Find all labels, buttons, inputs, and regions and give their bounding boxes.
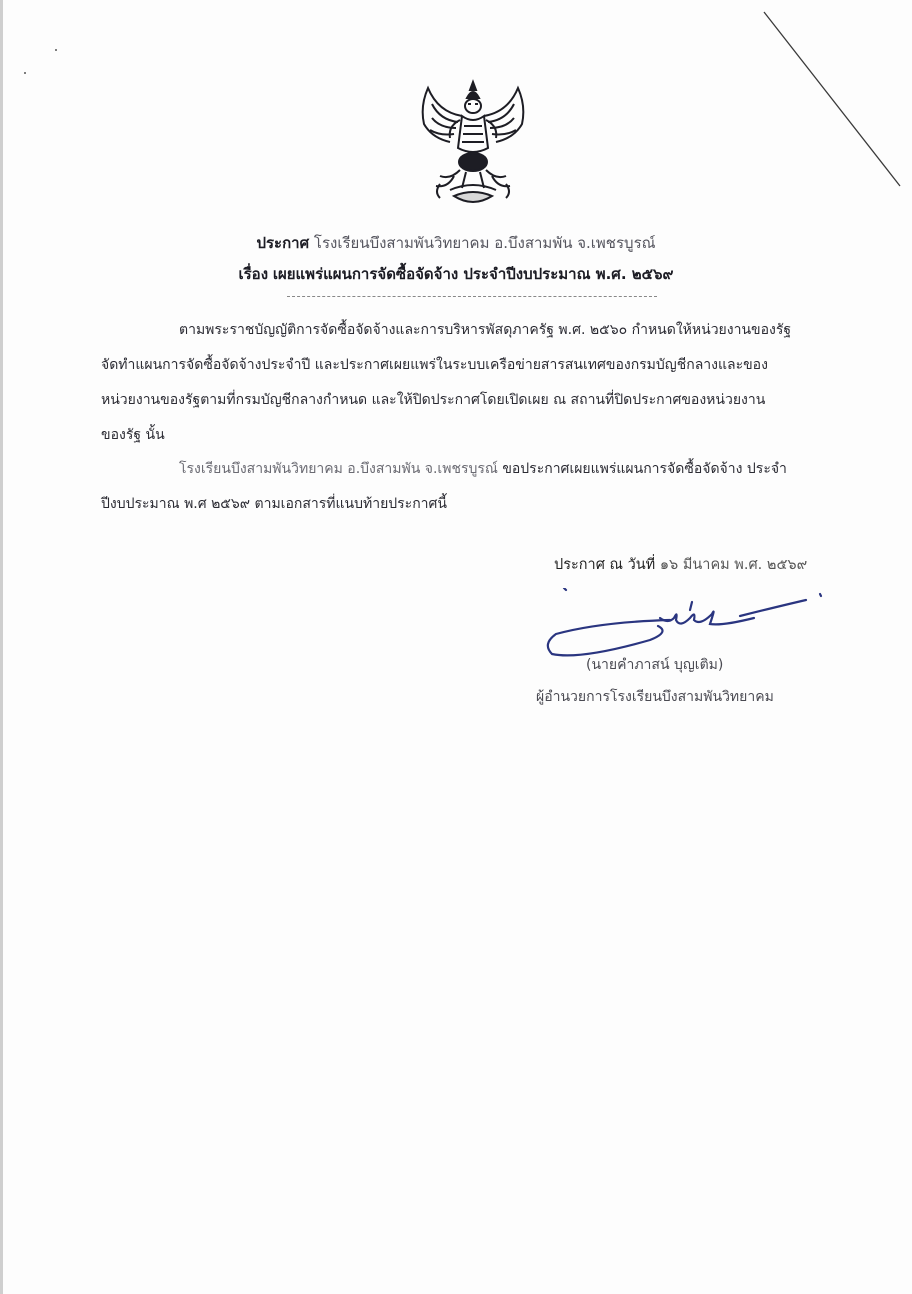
announcement-prefix: ประกาศ — [256, 234, 310, 252]
subject-prefix: เรื่อง — [238, 265, 269, 283]
signer-title: ผู้อำนวยการโรงเรียนบึงสามพันวิทยาคม — [536, 689, 774, 705]
body-paragraph-1 — [101, 313, 836, 453]
announcement-subject — [0, 264, 912, 284]
announcement-dateline — [554, 553, 807, 576]
dateline-date: ๑๖ มีนาคม พ.ศ. ๒๕๖๙ — [659, 557, 808, 573]
paragraph-line: หน่วยงานของรัฐตามที่กรมบัญชีกลางกำหนด และให้ปิดประกาศโดยเปิดเผย ณ สถานที่ปิดประกาศของหน่วยงาน — [101, 392, 766, 408]
announcement-title — [0, 233, 912, 253]
signer-name: (นายคำภาสน์ บุญเติม) — [586, 657, 724, 673]
paragraph-line: ตามพระราชบัญญัติการจัดซื้อจัดจ้างและการบริหารพัสดุภาครัฐ พ.ศ. ๒๕๖๐ กำหนดให้หน่วยงานของรัฐ — [179, 322, 792, 338]
paragraph-line: ปีงบประมาณ พ.ศ ๒๕๖๙ ตามเอกสารที่แนบท้ายประกาศนี้ — [101, 496, 447, 512]
announcement-org: โรงเรียนบึงสามพันวิทยาคม อ.บึงสามพัน จ.เพชรบูรณ์ — [313, 234, 656, 252]
garuda-emblem-icon — [410, 76, 536, 210]
paragraph-line: ของรัฐ นั้น — [101, 427, 165, 443]
paragraph-text: ขอประกาศเผยแพร่แผนการจัดซื้อจัดจ้าง ประจำ — [502, 461, 787, 477]
subject-text: เผยแพร่แผนการจัดซื้อจัดจ้าง ประจำปีงบประมาณ พ.ศ. ๒๕๖๙ — [272, 265, 674, 283]
body-paragraph-2 — [101, 452, 836, 522]
paper-speck — [55, 49, 57, 51]
paragraph-line: จัดทำแผนการจัดซื้อจัดจ้างประจำปี และประกาศเผยแพร่ในระบบเครือข่ายสารสนเทศของกรมบัญชีกลางและของ — [101, 357, 768, 373]
paragraph-line — [101, 452, 836, 487]
dateline-prefix: ประกาศ ณ วันที่ — [554, 557, 656, 573]
paragraph-org: โรงเรียนบึงสามพันวิทยาคม อ.บึงสามพัน จ.เพชรบูรณ์ — [179, 461, 498, 477]
paper-speck — [24, 72, 26, 74]
header-divider — [287, 296, 657, 297]
